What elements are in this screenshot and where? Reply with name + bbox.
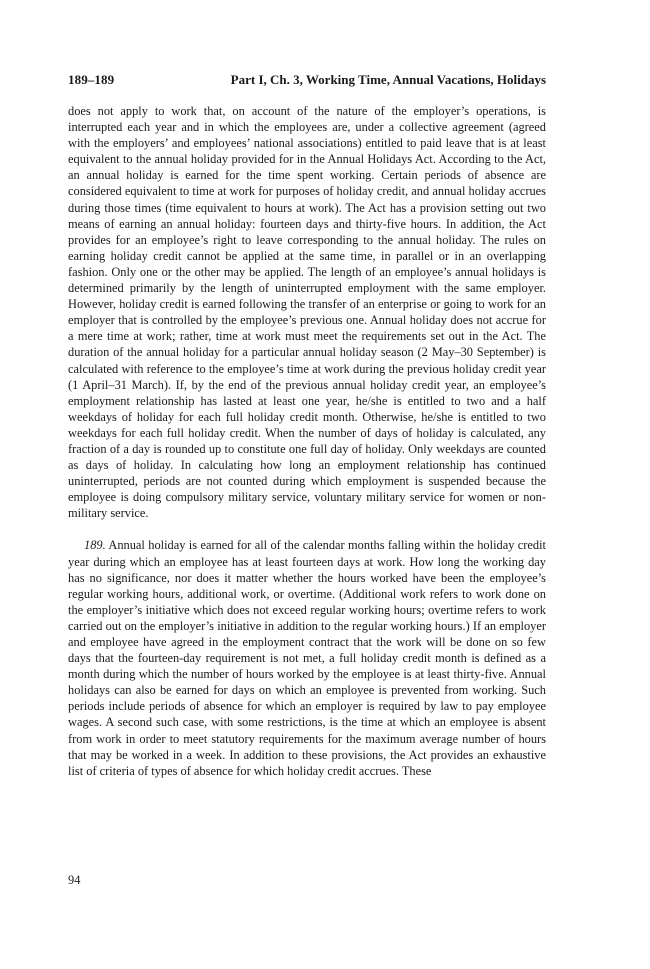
section-range: 189–189 (68, 72, 115, 87)
paragraph-continued (68, 103, 546, 521)
paragraph-189 (68, 537, 546, 778)
paragraph-spacer (68, 521, 546, 537)
paragraph-number: 189. (84, 538, 106, 553)
running-head (68, 72, 546, 88)
page-number: 94 (68, 873, 81, 887)
paragraph-text: Annual holiday is earned for all of the calendar months falling within the holiday credit year during which an employee has at least fourteen days at work. How long the working day has no significance, nor does it matter whether the hours worked have been the employee’s regular working hours, additional work, or overtime. (Additional work refers to work done on the employer’s initiative which does not exceed regular working hours; overtime refers to work carried out on the employer’s initiative in addition to the regular working hours.) If an employer and employee have agreed in the employment contract that the work will be done on so few days that the fourteen-day requirement is not met, a full holiday credit month is defined as a month during which the number of hours worked by the employee is at least thirty-five. Annual holidays can also be earned for days on which an employee is prevented from working. Such periods include periods of absence for which an employer is required by law to pay employee wages. A second such case, with some restrictions, is the time at which an employee is absent from work in order to meet statutory requirements for the maximum average number of hours that may be worked in a week. In addition to these provisions, the Act provides an exhaustive list of criteria of types of absence for which holiday credit accrues. These (68, 538, 546, 778)
paragraph-text: does not apply to work that, on account of the nature of the employer’s operations, is interrupted each year and in which the employees are, under a collective agreement (agreed with the employers’ and employees’ national associations) entitled to paid leave that is at least equivalent to the annual holiday provided for in the Annual Holidays Act. According to the Act, an annual holiday is earned for the time spent working. Certain periods of absence are considered equivalent to time at work for purposes of holiday credit, and annual holiday accrues during those times (time equivalent to hours at work). The Act has a provision setting out two means of earning an annual holiday: fourteen days and thirty-five hours. In addition, the Act provides for an employee’s right to leave corresponding to the annual holiday. The rules on earning holiday credit cannot be applied at the same time, in parallel or in an overlapping fashion. Only one or the other may be applied. The length of an employee’s annual holidays is determined primarily by the length of uninterrupted employment with the same employer. However, holiday credit is earned following the transfer of an enterprise or going to work for an employer that is controlled by the employee’s previous one. Annual holiday does not accrue for a mere time at work; rather, time at work must meet the requirements set out in the Act. The duration of the annual holiday for a particular annual holiday season (2 May–30 September) is calculated with reference to the employee’s time at work during the previous holiday credit year (1 April–31 March). If, by the end of the previous annual holiday credit year, an employee’s employment relationship has lasted at least one year, he/she is entitled to two and a half weekdays of holiday for each full holiday credit month. Otherwise, he/she is entitled to two weekdays for each full holiday credit. When the number of days of holiday is calculated, any fraction of a day is rounded up to constitute one full day of holiday. Only weekdays are counted as days of holiday. In calculating how long an employment relationship has continued uninterrupted, periods are not counted during which employment is suspended because the employee is doing compulsory military service, voluntary military service for women or non-military service. (68, 104, 546, 521)
running-title: Part I, Ch. 3, Working Time, Annual Vacations, Holidays (230, 72, 546, 87)
page-content (68, 72, 546, 779)
